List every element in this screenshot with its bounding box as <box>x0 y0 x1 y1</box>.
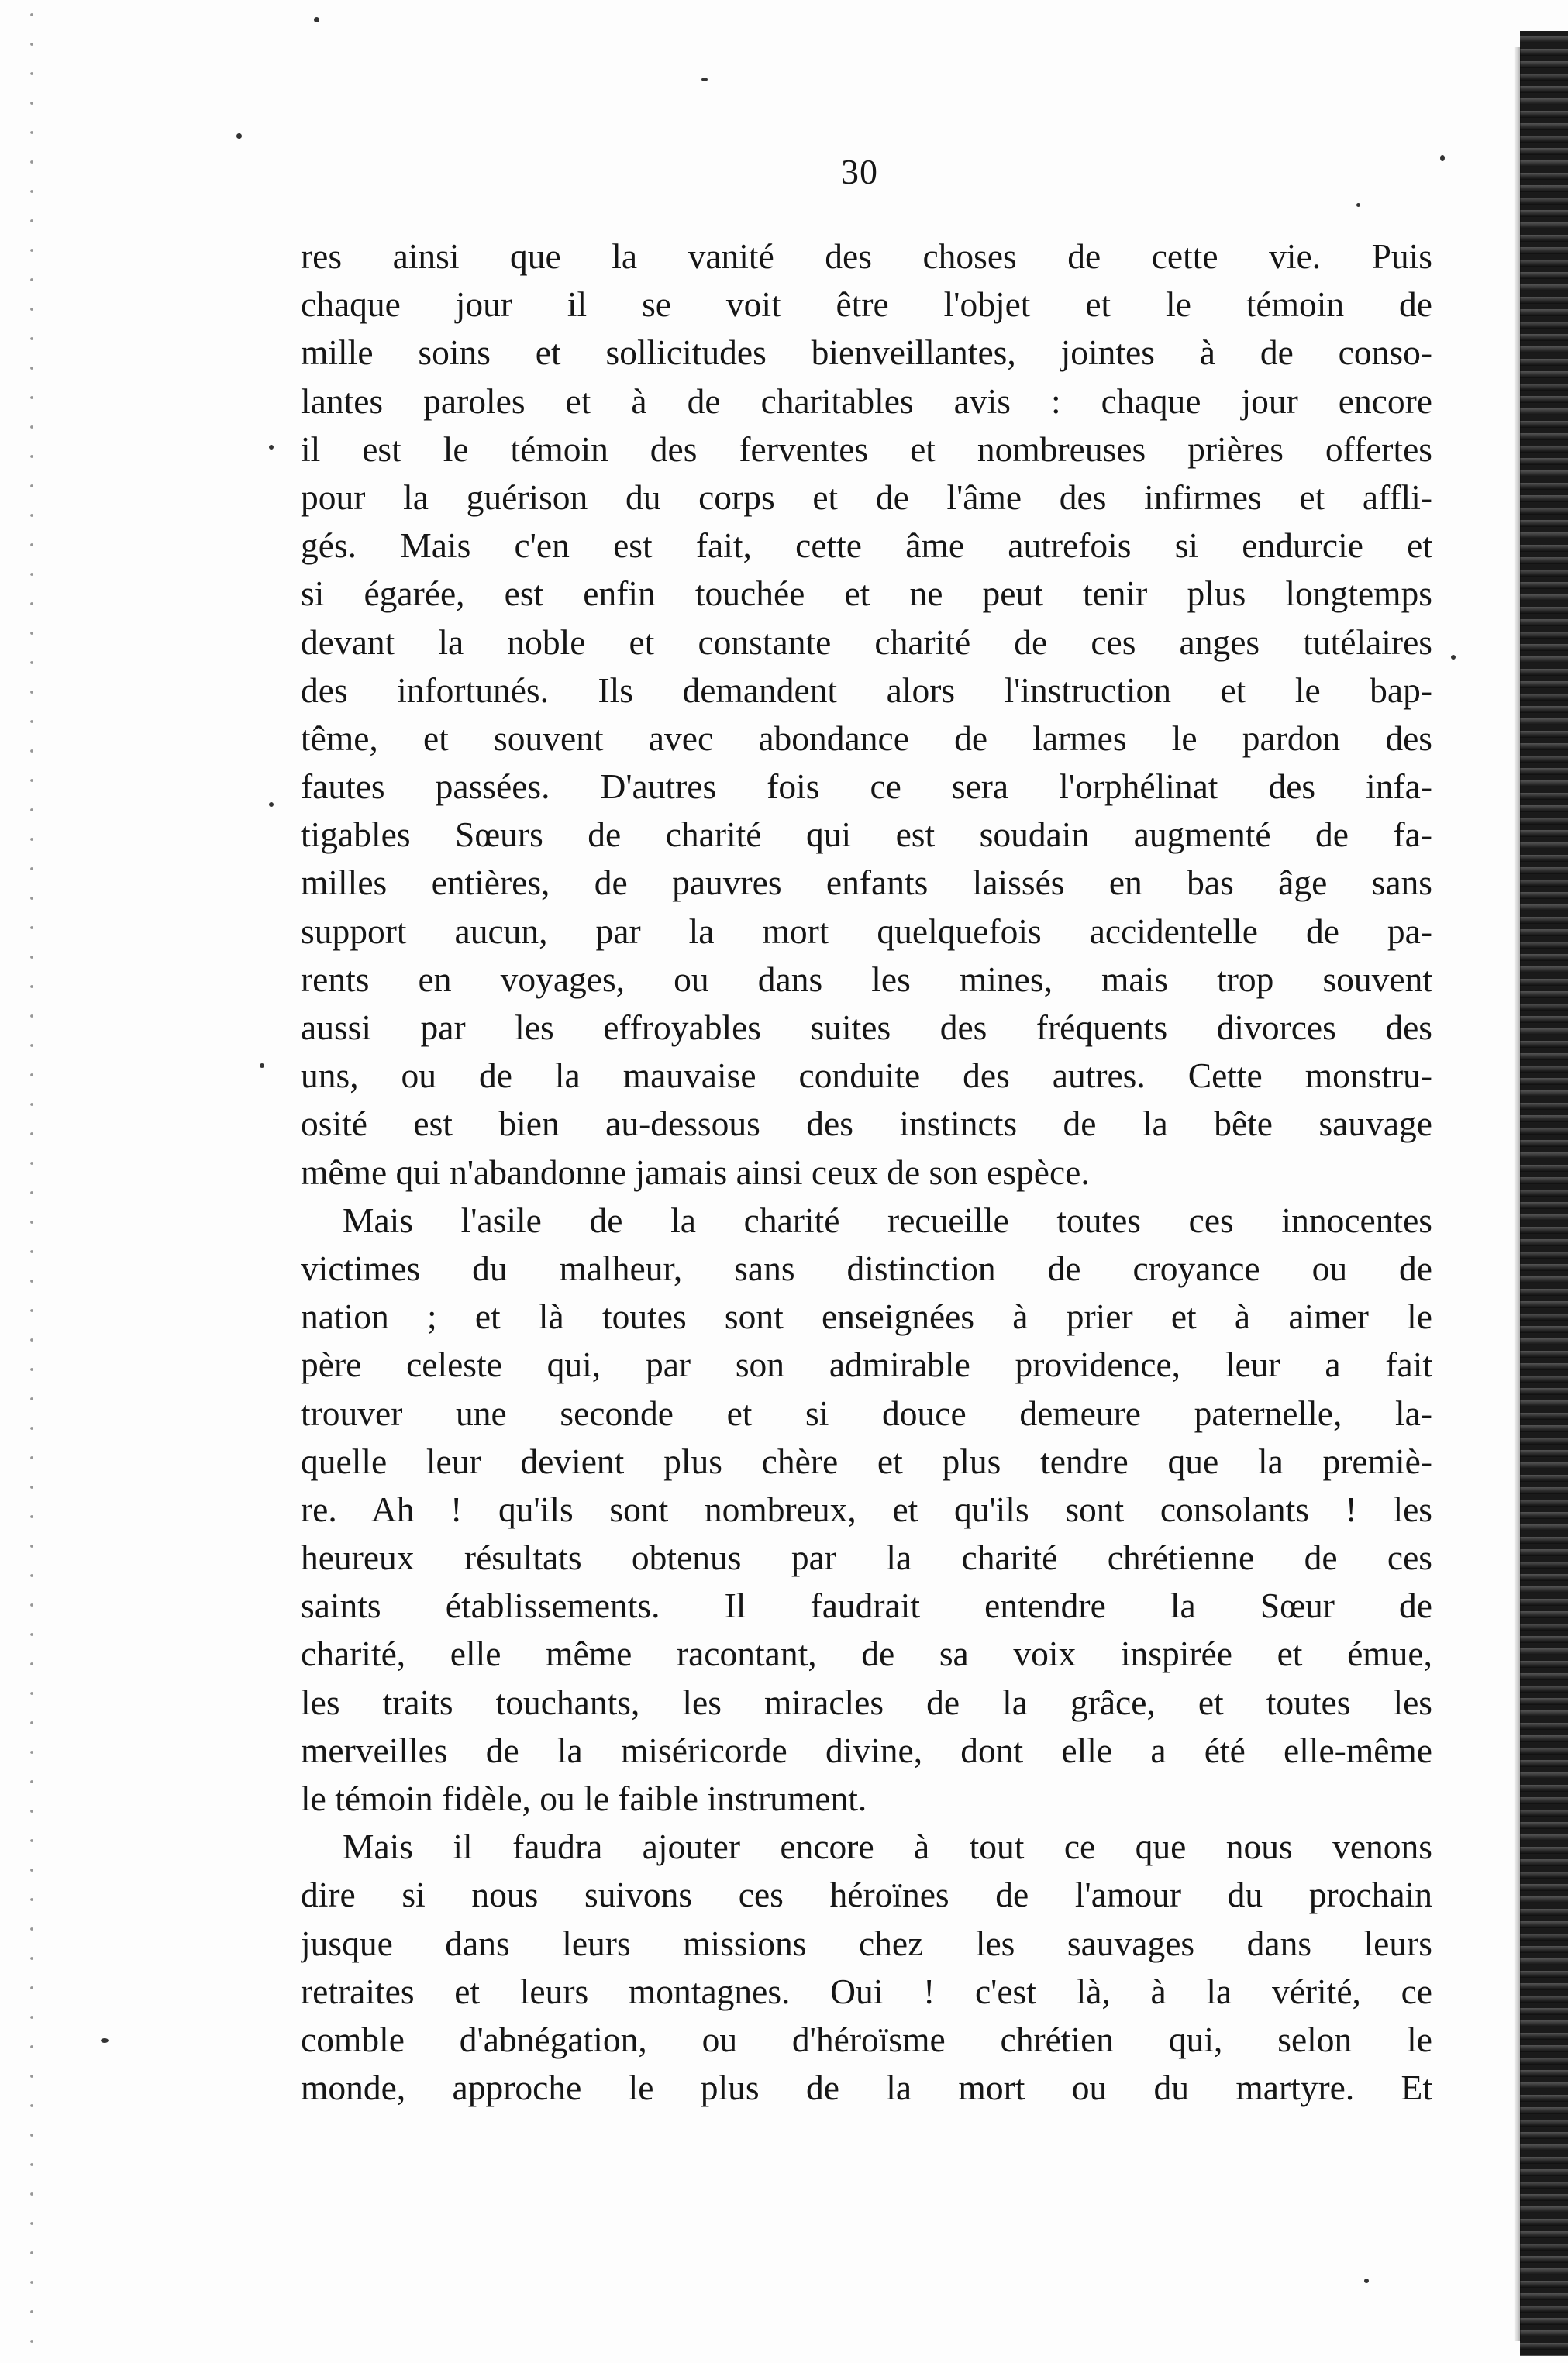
text-line: aussi par les effroyables suites des fréquents divorces des <box>301 1008 1432 1047</box>
text-line: uns, ou de la mauvaise conduite des autres. Cette monstru- <box>301 1056 1432 1096</box>
text-line: nation ; et là toutes sont enseignées à prier et à aimer le <box>301 1297 1432 1337</box>
text-line: père celeste qui, par son admirable providence, leur a fait <box>301 1345 1432 1385</box>
text-line: saints établissements. Il faudrait entendre la Sœur de <box>301 1586 1432 1626</box>
text-line: jusque dans leurs missions chez les sauvages dans leurs <box>301 1923 1432 1963</box>
text-line: victimes du malheur, sans distinction de croyance ou de <box>301 1248 1432 1288</box>
left-gutter-specks <box>23 0 47 2363</box>
text-line: des infortunés. Ils demandent alors l'instruction et le bap- <box>301 670 1432 710</box>
text-line: devant la noble et constante charité de ces anges tutélaires <box>301 622 1432 662</box>
text-line: retraites et leurs montagnes. Oui ! c'est là, à la vérité, ce <box>301 1971 1432 2011</box>
text-line: comble d'abnégation, ou d'héroïsme chrétien qui, selon le <box>301 2019 1432 2059</box>
page-number: 30 <box>841 152 878 191</box>
right-binding-edge <box>1520 31 1568 2356</box>
text-line: il est le témoin des ferventes et nombreuses prières offertes <box>301 429 1432 469</box>
text-line-paragraph-end: même qui n'abandonne jamais ainsi ceux de son espèce. <box>301 1152 1090 1192</box>
text-line: heureux résultats obtenus par la charité chrétienne de ces <box>301 1538 1432 1578</box>
text-line: si égarée, est enfin touchée et ne peut tenir plus longtemps <box>301 574 1432 614</box>
text-line: charité, elle même racontant, de sa voix inspirée et émue, <box>301 1634 1432 1674</box>
text-line: lantes paroles et à de charitables avis : chaque jour encore <box>301 381 1432 421</box>
text-line: chaque jour il se voit être l'objet et le témoin de <box>301 284 1432 325</box>
text-line: milles entières, de pauvres enfants laissés en bas âge sans <box>301 863 1432 903</box>
text-line: trouver une seconde et si douce demeure paternelle, la- <box>301 1393 1432 1433</box>
text-line: les traits touchants, les miracles de la grâce, et toutes les <box>301 1682 1432 1722</box>
text-line: quelle leur devient plus chère et plus tendre que la premiè- <box>301 1441 1432 1481</box>
text-line: re. Ah ! qu'ils sont nombreux, et qu'ils sont consolants ! les <box>301 1489 1432 1529</box>
text-line: rents en voyages, ou dans les mines, mais trop souvent <box>301 959 1432 999</box>
body-text <box>301 233 1432 2112</box>
right-edge-shadow <box>1514 47 1521 2341</box>
text-line: support aucun, par la mort quelquefois accidentelle de pa- <box>301 911 1432 951</box>
text-line: tême, et souvent avec abondance de larmes le pardon des <box>301 718 1432 758</box>
text-line: fautes passées. D'autres fois ce sera l'orphélinat des infa- <box>301 766 1432 807</box>
text-line: osité est bien au-dessous des instincts de la bête sauvage <box>301 1104 1432 1144</box>
text-line: res ainsi que la vanité des choses de cette vie. Puis <box>301 236 1432 276</box>
text-line: mille soins et sollicitudes bienveillantes, jointes à de conso- <box>301 332 1432 373</box>
text-line: tigables Sœurs de charité qui est soudain augmenté de fa- <box>301 815 1432 855</box>
text-line: monde, approche le plus de la mort ou du martyre. Et <box>301 2068 1432 2108</box>
text-line: dire si nous suivons ces héroïnes de l'amour du prochain <box>301 1875 1432 1915</box>
text-line-paragraph-start: Mais il faudra ajouter encore à tout ce que nous venons <box>343 1827 1432 1867</box>
text-line: merveilles de la miséricorde divine, dont elle a été elle-même <box>301 1730 1432 1770</box>
text-line: gés. Mais c'en est fait, cette âme autrefois si endurcie et <box>301 525 1432 566</box>
text-line: pour la guérison du corps et de l'âme des infirmes et affli- <box>301 477 1432 517</box>
text-line-paragraph-end: le témoin fidèle, ou le faible instrument. <box>301 1779 867 1818</box>
text-line-paragraph-start: Mais l'asile de la charité recueille toutes ces innocentes <box>343 1200 1432 1240</box>
